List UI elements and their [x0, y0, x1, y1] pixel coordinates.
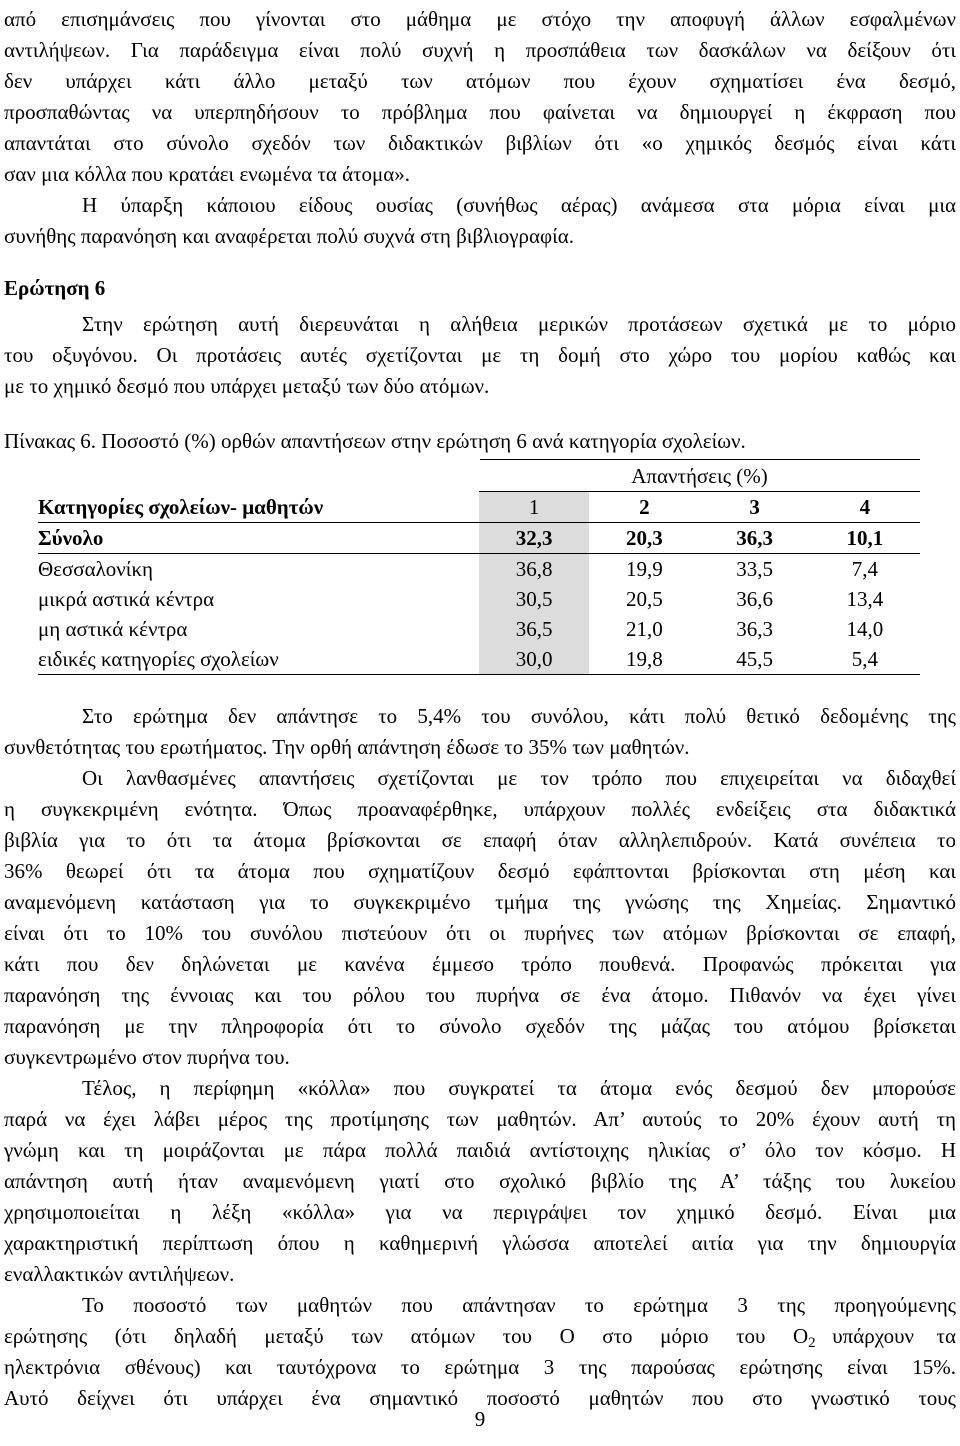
cell: 36,3 — [736, 617, 773, 641]
cell: 36,3 — [700, 523, 810, 554]
answers-table — [38, 461, 920, 675]
text-line-with-subscript — [4, 1321, 956, 1352]
text-fragment: υπάρχουν τα — [832, 1324, 956, 1348]
text-line: χρησιμοποιείται η λέξη «κόλλα» για να περιγράψει τον χημικό δεσμό. Είναι μια — [4, 1200, 956, 1224]
text-line: του οξυγόνου. Οι προτάσεις αυτές σχετίζονται με τη δομή στο χώρο του μορίου καθώς και — [4, 343, 956, 367]
cell: 10,1 — [810, 523, 920, 554]
table-row — [38, 523, 920, 554]
table-row — [38, 644, 920, 675]
cell: 33,5 — [736, 557, 773, 581]
text-line: συνθετότητας του ερωτήματος. Την ορθή απάντηση έδωσε το 35% των μαθητών. — [4, 735, 690, 759]
text-line: απαντάται στο σύνολο σχεδόν των διδακτικών βιβλίων ότι «ο χημικός δεσμός είναι κάτι — [4, 131, 956, 155]
table-header-row — [38, 492, 920, 523]
text-line: δεν υπάρχει κάτι άλλο μεταξύ των ατόμων που έχουν σχηματίσει ένα δεσμό, — [4, 69, 956, 93]
text-line: ηλεκτρόνια σθένους) και ταυτόχρονα το ερώτημα 3 της παρούσας ερώτησης είναι 15%. — [4, 1355, 956, 1379]
cell: 20,5 — [626, 587, 663, 611]
text-fragment: ερώτησης (ότι δηλαδή μεταξύ των ατόμων του Ο στο μόριο του Ο — [4, 1324, 809, 1348]
text-line: η συγκεκριμένη ενότητα. Όπως προαναφέρθηκε, υπάρχουν πολλές ενδείξεις στα διδακτικά — [4, 797, 956, 821]
cell: 30,5 — [479, 584, 589, 614]
text-line: Αυτό δείχνει ότι υπάρχει ένα σημαντικό ποσοστό μαθητών που στο γνωστικό τους — [4, 1386, 956, 1410]
cell: 7,4 — [851, 557, 878, 581]
text-line: Στο ερώτημα δεν απάντησε το 5,4% του συνόλου, κάτι πολύ θετικό δεδομένης της — [82, 704, 956, 728]
row-label: μη αστικά κέντρα — [38, 617, 188, 641]
text-line: είναι ότι το 10% του συνόλου πιστεύουν ότι οι πυρήνες των ατόμων βρίσκονται σε επαφή, — [4, 921, 956, 945]
subscript: 2 — [808, 1335, 816, 1351]
text-line: γνώμη και τη μοιράζονται με πάρα πολλά παιδιά αντίστοιχης ηλικίας σ’ όλο τον κόσμο. Η — [4, 1138, 956, 1162]
text-line: συνήθης παρανόηση και αναφέρεται πολύ συχνά στη βιβλιογραφία. — [4, 224, 575, 248]
text-line: παρανόηση της έννοιας και του ρόλου του πυρήνα σε ένα άτομο. Πιθανόν να έχει γίνει — [4, 983, 956, 1007]
text-line: βιβλία για το ότι τα άτομα βρίσκονται σε επαφή όταν αλληλεπιδρούν. Κατά συνέπεια το — [4, 828, 956, 852]
text-line: εναλλακτικών αντιλήψεων. — [4, 1262, 235, 1286]
text-line: σαν μια κόλλα που κρατάει ενωμένα τα άτομα». — [4, 162, 411, 186]
intro-paragraph — [4, 4, 956, 252]
cell: 21,0 — [626, 617, 663, 641]
table-row — [38, 554, 920, 585]
text-line: Το ποσοστό των μαθητών που απάντησαν το ερώτημα 3 της προηγούμενης — [82, 1293, 956, 1317]
question-paragraph — [4, 309, 956, 402]
row-label: Θεσσαλονίκη — [38, 557, 154, 581]
text-line: αντιλήψεων. Για παράδειγμα είναι πολύ συχνή η προσπάθεια των δασκάλων να δείξουν ότι — [4, 38, 956, 62]
cell: 32,3 — [479, 523, 589, 554]
question-heading: Ερώτηση 6 — [4, 276, 106, 300]
cell: 36,6 — [736, 587, 773, 611]
cell: 19,8 — [589, 644, 699, 675]
table-group-header-row — [38, 461, 920, 492]
text-line: παρανόηση με την πληροφορία ότι το σύνολο σχεδόν της μάζας του ατόμου βρίσκεται — [4, 1014, 956, 1038]
group-header: Απαντήσεις (%) — [479, 461, 920, 492]
cell: 14,0 — [846, 617, 884, 641]
table-row — [38, 584, 920, 614]
cell: 20,3 — [589, 523, 699, 554]
text-line: με το χημικό δεσμό που υπάρχει μεταξύ των δύο ατόμων. — [4, 374, 490, 398]
cell: 36,8 — [479, 554, 589, 585]
text-line: αναμενόμενη κατάσταση για το συγκεκριμένο τμήμα της γνώσης της Χημείας. Σημαντικό — [4, 890, 956, 914]
text-line: συγκεντρωμένο στον πυρήνα του. — [4, 1045, 290, 1069]
text-line: απάντηση αυτή ήταν αναμενόμενη γιατί στο σχολικό βιβλίο της Α’ τάξης του λυκείου — [4, 1169, 956, 1193]
discussion-paragraphs — [4, 701, 956, 1414]
cell: 5,4 — [810, 644, 920, 675]
row-header: Κατηγορίες σχολείων- μαθητών — [38, 492, 479, 523]
text-line: παρά να έχει λάβει μέρος της προτίμησης των μαθητών. Απ’ αυτούς το 20% έχουν αυτή τη — [4, 1107, 956, 1131]
column-header: 2 — [589, 492, 699, 523]
cell: 36,5 — [479, 614, 589, 644]
table-top-rule — [480, 459, 920, 460]
cell: 13,4 — [846, 587, 884, 611]
text-line: Η ύπαρξη κάποιου είδους ουσίας (συνήθως αέρας) ανάμεσα στα μόρια είναι μια — [82, 193, 956, 217]
column-header: 4 — [810, 492, 920, 523]
column-header: 1 — [479, 492, 589, 523]
row-label: Σύνολο — [38, 523, 479, 554]
text-line: κάτι που δεν δηλώνεται με κανένα έμμεσο τρόπο πουθενά. Προφανώς πρόκειται για — [4, 952, 956, 976]
text-line: Οι λανθασμένες απαντήσεις σχετίζονται με τον τρόπο που επιχειρείται να διδαχθεί — [82, 766, 956, 790]
text-line: Στην ερώτηση αυτή διερευνάται η αλήθεια μερικών προτάσεων σχετικά με το μόριο — [82, 312, 956, 336]
cell: 45,5 — [700, 644, 810, 675]
row-label: ειδικές κατηγορίες σχολείων — [38, 644, 479, 675]
column-header: 3 — [700, 492, 810, 523]
text-line: από επισημάνσεις που γίνονται στο μάθημα με στόχο την αποφυγή άλλων εσφαλμένων — [4, 7, 956, 31]
text-line: προσπαθώντας να υπερπηδήσουν το πρόβλημα που φαίνεται να δημιουργεί η έκφραση που — [4, 100, 956, 124]
table-caption: Πίνακας 6. Ποσοστό (%) ορθών απαντήσεων στην ερώτηση 6 ανά κατηγορία σχολείων. — [4, 429, 746, 453]
page-number: 9 — [474, 1407, 486, 1431]
cell: 19,9 — [626, 557, 663, 581]
row-label: μικρά αστικά κέντρα — [38, 587, 215, 611]
table-row — [38, 614, 920, 644]
cell: 30,0 — [479, 644, 589, 675]
text-line: χαρακτηριστική περίπτωση όπου η καθημερινή γλώσσα αποτελεί αιτία για την δημιουργία — [4, 1231, 956, 1255]
text-line: Τέλος, η περίφημη «κόλλα» που συγκρατεί τα άτομα ενός δεσμού δεν μπορούσε — [82, 1076, 956, 1100]
text-line: 36% θεωρεί ότι τα άτομα που σχηματίζουν δεσμό εφάπτονται βρίσκονται στη μέση και — [4, 859, 956, 883]
